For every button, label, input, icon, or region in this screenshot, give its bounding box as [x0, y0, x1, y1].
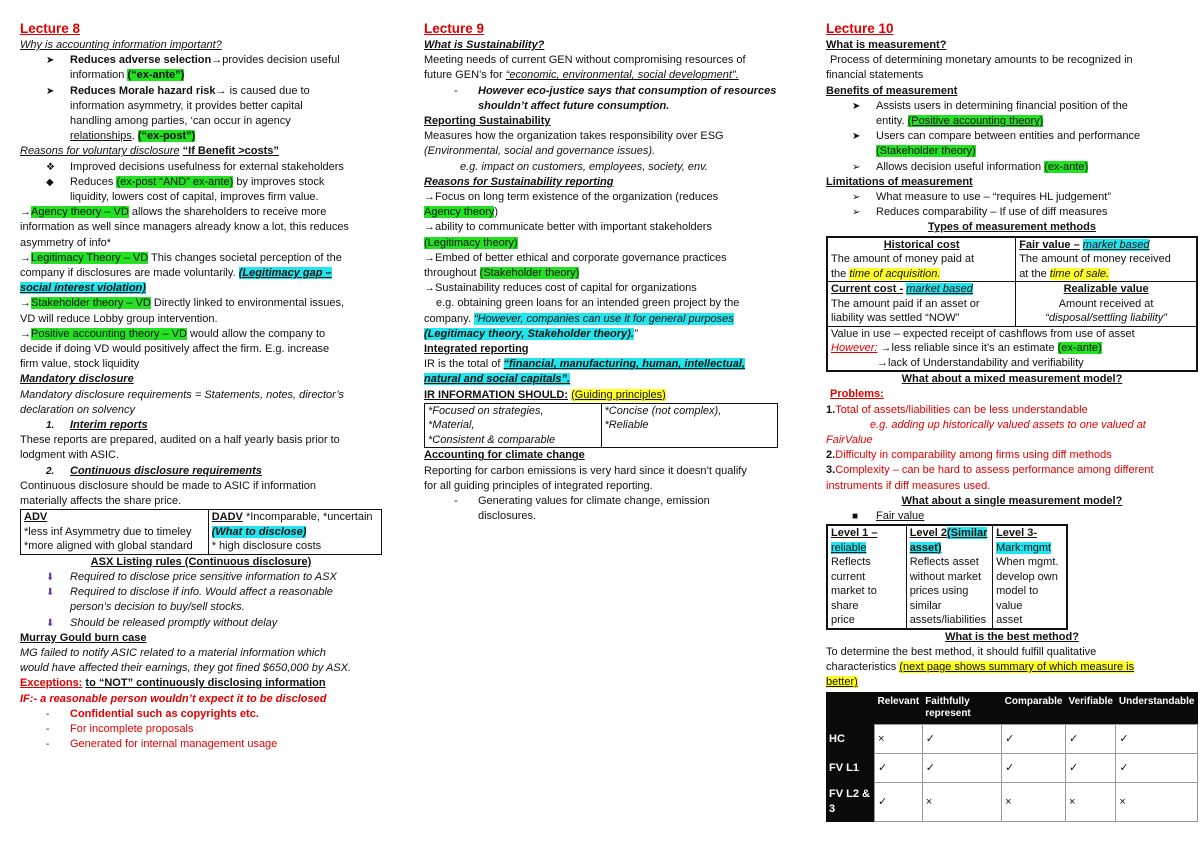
- why-heading: Why is accounting information important?: [20, 39, 222, 51]
- table-row: [826, 783, 1198, 821]
- interim-reports-heading: 1. Interim reports: [46, 419, 148, 432]
- table-cell: ✓: [922, 725, 1001, 754]
- list-item: ⬇ Should be released promptly without delay: [20, 616, 382, 631]
- lecture-10-column: Lecture 10 What is measurement? Process of determining monetary amounts to be recognized in financial statements Benefits of measurement ➤ Assists users in determining financial position of the entity. (Positive accounting theory) ➤ Users can compare between entities and performance (Stakeholder theory) ➢ Allows decision useful information (ex-ante) Limitations of measurement ➢ What measure to use – “requires HL judgement” ➢ Reduces comparability – If use of diff measures Types of measurement methods Historical cost The amount of money paid at the time of acquisition. Fair value – market based The amount of money received at the time of sale. Current cost - market based The amount paid if an asset or liability was settled “NOW” Realizable value Amount received at “disposal/settling liability” Value in use – expected receipt of cashflows from use of asset However: →less reliable since it’s an estimate (ex-ante) →lack of Understandability and verifiability What about a mixed measurement model? Problems: 1.Total of assets/liabilities can be less understandable e.g. adding up historically valued assets to one valued at FairValue 2.Difficulty in comparability among firms using diff methods 3.Complexity – can be hard to assess performance among different instruments if diff measures used. What about a single measurement model? ■ Fair value Level 1 – reliable Reflects current market to share price Level 2(Similar asset) Reflects asset without market prices using similar assets/liabilities Level 3- Mark:mgmt When mgmt. develop own model to value asset What is the best method? To determine the best method, it should fulfill qualitative characteristics (next page shows summary of which measure is better) Relevant Faithfully represent Comparable Verifiable Understandable HC × ✓ ✓ ✓ ✓ FV L1 ✓ ✓ ✓ ✓ ✓ FV L2 & 3 ✓ × × × ×: [826, 20, 1198, 822]
- row-label: FV L2 & 3: [829, 787, 870, 816]
- list-item: ➤ Reduces adverse selection→provides decision useful information (“ex-ante”): [46, 54, 340, 82]
- lecture-9-title: Lecture 9: [424, 21, 485, 36]
- table-cell: ×: [1116, 783, 1198, 821]
- level-2-cell: Level 2(Similar asset) Reflects asset without market prices using similar assets/liabilities: [906, 525, 992, 629]
- table-cell: ✓: [1002, 725, 1066, 754]
- lecture-10-title: Lecture 10: [826, 21, 894, 36]
- right-arrow-icon: →: [880, 342, 892, 355]
- header-comparable: Comparable: [1004, 696, 1063, 708]
- list-item: - However eco-justice says that consumption of resources shouldn’t affect future consumption.: [454, 84, 777, 112]
- realizable-value-cell: Realizable value Amount received at “disposal/settling liability”: [1016, 282, 1197, 327]
- ir-should-heading: IR INFORMATION SHOULD: (Guiding principles): [424, 388, 666, 401]
- adv-cell: ADV *less inf Asymmetry due to timeley *more aligned with global standard: [21, 510, 209, 555]
- header-verifiable: Verifiable: [1068, 696, 1113, 708]
- stakeholder-theory-paragraph: →Stakeholder theory – VD Directly linked to environmental issues, VD will reduce Lobby group intervention.: [20, 297, 345, 325]
- list-item: ➤ Assists users in determining financial position of the entity. (Positive accounting theory): [852, 99, 1128, 128]
- best-method-text: characteristics (next page shows summary of which measure is better): [826, 661, 1135, 689]
- reason-2: →ability to communicate better with important stakeholders (Legitimacy theory): [424, 221, 712, 249]
- mandatory-disclosure-heading: Mandatory disclosure: [20, 373, 134, 386]
- measurement-heading: What is measurement?: [826, 39, 947, 51]
- header-understandable: Understandable: [1118, 696, 1195, 708]
- types-heading: Types of measurement methods: [928, 221, 1096, 234]
- right-arrow-icon: →: [20, 251, 31, 264]
- reason-3: →Embed of better ethical and corporate governance practices throughout (Stakeholder theory): [424, 251, 727, 280]
- exceptions-heading: Exceptions: to “NOT” continuously disclosing information: [20, 677, 326, 690]
- asx-heading: ASX Listing rules (Continuous disclosure): [90, 555, 312, 568]
- row-label: HC: [829, 732, 845, 745]
- adv-dadv-table: [20, 509, 382, 555]
- right-arrow-icon: →: [424, 221, 435, 234]
- principles-right-cell: *Concise (not complex), *Reliable: [601, 403, 778, 448]
- table-cell: ×: [1002, 783, 1066, 821]
- level-3-cell: Level 3- Mark:mgmt When mgmt. develop own model to value asset: [993, 525, 1067, 629]
- fair-value-levels-table: [826, 524, 1068, 630]
- table-cell: ✓: [1065, 754, 1115, 783]
- diamond-bullet-icon: ◆: [46, 176, 54, 188]
- continuous-disclosure-heading: 2. Continuous disclosure requirements: [46, 464, 262, 477]
- arrow-bullet-icon: ➢: [852, 207, 861, 219]
- lecture-9-column: Lecture 9 What is Sustainability? Meeting needs of current GEN without compromising resources of future GEN’s for “economic, environmental, social development”. - However eco-justice says that consumption of resources shouldn’t affect future consumption. Reporting Sustainability Measures how the organization takes responsibility over ESG (Environmental, social and governance issues). e.g. impact on customers, employees, society, env. Reasons for Sustainability reporting →Focus on long term existence of the organization (reduces Agency theory) →ability to communicate better with important stakeholders (Legitimacy theory) →Embed of better ethical and corporate governance practices throughout (Stakeholder theory) →Sustainability reduces cost of capital for organizations e.g. obtaining green loans for an intended green project by the company. “However, companies can use it for general purposes (Legitimacy theory, Stakeholder theory).” Integrated reporting IR is the total of “financial, manufacturing, human, intellectual, natural and social capitals”. IR INFORMATION SHOULD: (Guiding principles) *Focused on strategies, *Material, *Consistent & comparable *Concise (not complex), *Reliable Accounting for climate change Reporting for carbon emissions is very hard since it doesn’t qualify for all guiding principles of integrated reporting. - Generating values for climate change, emission disclosures.: [424, 20, 778, 524]
- comparison-header-row: [826, 692, 1198, 725]
- guiding-principles-table: [424, 403, 778, 449]
- voluntary-disclosure-heading: Reasons for voluntary disclosure “If Benefit >costs”: [20, 145, 279, 158]
- dadv-cell: DADV *Incomparable, *uncertain (What to disclose) * high disclosure costs: [208, 510, 381, 555]
- table-cell: ✓: [1116, 725, 1198, 754]
- arrow-bullet-icon: ➤: [46, 55, 55, 67]
- arrow-bullet-icon: ➢: [852, 161, 861, 173]
- right-arrow-icon: →: [424, 251, 435, 264]
- table-cell: ✓: [1116, 754, 1198, 783]
- reasons-reporting-heading: Reasons for Sustainability reporting: [424, 175, 614, 188]
- list-item: ⬇ Required to disclose price sensitive information to ASX: [20, 570, 382, 585]
- reason-4: →Sustainability reduces cost of capital for organizations: [424, 282, 697, 295]
- best-method-heading: What is the best method?: [945, 630, 1079, 643]
- if-condition: IF:- a reasonable person wouldn’t expect it to be disclosed: [20, 692, 327, 705]
- murray-gould-heading: Murray Gould burn case: [20, 631, 147, 644]
- list-item: ⬇ Required to disclose if info. Would affect a reasonable person’s decision to buy/sell stocks.: [46, 586, 333, 614]
- integrated-reporting-text: IR is the total of “financial, manufacturing, human, intellectual, natural and social capitals”.: [424, 358, 745, 386]
- list-item: ➢ Reduces comparability – If use of diff measures: [826, 205, 1198, 220]
- benefits-heading: Benefits of measurement: [826, 84, 958, 97]
- arrow-bullet-icon: ➤: [852, 100, 861, 112]
- measure-comparison-table: [826, 692, 1198, 821]
- principles-left-cell: *Focused on strategies, *Material, *Consistent & comparable: [425, 403, 602, 448]
- mixed-model-heading: What about a mixed measurement model?: [901, 373, 1123, 386]
- right-arrow-icon: →: [20, 327, 31, 340]
- historical-cost-cell: Historical cost The amount of money paid at the time of acquisition.: [827, 237, 1016, 282]
- list-item: ■ Fair value: [826, 509, 1198, 524]
- diamond-bullet-icon: ❖: [46, 161, 55, 173]
- reporting-sustainability-heading: Reporting Sustainability: [424, 115, 551, 128]
- lecture-8-column: Lecture 8 Why is accounting information important? ➤ Reduces adverse selection→provides decision useful information (“ex-ante”) ➤ Reduces Morale hazard risk→ is caused due to information asymmetry, it provides better capital handling among parties, ‘can occur in agency relationships. (“ex-post”) Reasons for voluntary disclosure “If Benefit >costs” ❖ Improved decisions usefulness for external stakeholders ◆ Reduces (ex-post “AND” ex-ante) by improves stock liquidity, lowers cost of capital, improves firm value. →Agency theory – VD allows the shareholders to receive more information as well since managers already know a lot, this reduces asymmetry of info* →Legitimacy Theory – VD This changes societal perception of the company if disclosures are made voluntarily. (Legitimacy gap – social interest violation) →Stakeholder theory – VD Directly linked to environmental issues, VD will reduce Lobby group intervention. →Positive accounting theory – VD would allow the company to decide if doing VD would positively affect the firm. E.g. increase firm value, stock liquidity Mandatory disclosure Mandatory disclosure requirements = Statements, notes, director’s declaration on solvency 1. Interim reports These reports are prepared, audited on a half yearly basis prior to lodgment with ASIC. 2. Continuous disclosure requirements Continuous disclosure should be made to ASIC if information materially affects the share price. ADV *less inf Asymmetry due to timeley *more aligned with global standard DADV *Incomparable, *uncertain (What to disclose) * high disclosure costs ASX Listing rules (Continuous disclosure) ⬇ Required to disclose price sensitive information to ASX ⬇ Required to disclose if info. Would affect a reasonable person’s decision to buy/sell stocks. ⬇ Should be released promptly without delay Murray Gould burn case MG failed to notify ASIC related to a material information which would have affected their earnings, they got fined $650,000 by ASX. Exceptions: to “NOT” continuously disclosing information IF:- a reasonable person wouldn’t expect it to be disclosed - Confidential such as copyrights etc. - For incomplete proposals - Generated for internal management usage: [20, 20, 382, 752]
- fair-value-cell: Fair value – market based The amount of money received at the time of sale.: [1016, 237, 1197, 282]
- right-arrow-icon: →: [211, 54, 223, 67]
- table-cell: ×: [1065, 783, 1115, 821]
- header-relevant: Relevant: [877, 696, 920, 708]
- table-row: [826, 754, 1198, 783]
- table-cell: ✓: [1002, 754, 1066, 783]
- right-arrow-icon: →: [20, 297, 31, 310]
- table-cell: ✓: [922, 754, 1001, 783]
- integrated-reporting-heading: Integrated reporting: [424, 343, 529, 356]
- list-item: ◆ Reduces (ex-post “AND” ex-ante) by improves stock liquidity, lowers cost of capital, improves firm value.: [46, 175, 325, 204]
- list-item: - For incomplete proposals: [46, 723, 194, 736]
- table-row: [826, 725, 1198, 754]
- table-cell: ✓: [875, 783, 923, 821]
- square-bullet-icon: ■: [852, 510, 859, 522]
- legitimacy-theory-paragraph: →Legitimacy Theory – VD This changes societal perception of the company if disclosures are made voluntarily. (Legitimacy gap – social interest violation): [20, 251, 342, 295]
- list-item: ❖ Improved decisions usefulness for external stakeholders: [20, 160, 382, 175]
- list-item: - Confidential such as copyrights etc.: [46, 707, 259, 720]
- list-item: ➤ Users can compare between entities and performance (Stakeholder theory): [852, 130, 1141, 158]
- list-item: ➤ Reduces Morale hazard risk→ is caused due to information asymmetry, it provides better capital handling among parties, ‘can occur in agency relationships. (“ex-post”): [46, 84, 310, 143]
- arrow-bullet-icon: ➤: [852, 131, 861, 143]
- arrow-down-bullet-icon: ⬇: [46, 617, 55, 629]
- list-item: - Generated for internal management usage: [46, 738, 278, 751]
- row-label: FV L1: [829, 761, 859, 774]
- list-item: ➢ What measure to use – “requires HL judgement”: [826, 190, 1198, 205]
- reason-1: →Focus on long term existence of the organization (reduces Agency theory): [424, 191, 719, 219]
- list-item: - Generating values for climate change, emission disclosures.: [454, 494, 710, 523]
- value-in-use-cell: Value in use – expected receipt of cashflows from use of asset However: →less reliable since it’s an estimate (ex-ante) →lack of Understandability and verifiability: [827, 326, 1197, 371]
- table-cell: ×: [875, 725, 923, 754]
- positive-accounting-paragraph: →Positive accounting theory – VD would allow the company to decide if doing VD would positively affect the firm. E.g. increase firm value, stock liquidity: [20, 327, 330, 371]
- limitations-heading: Limitations of measurement: [826, 175, 973, 188]
- reason-5: e.g. obtaining green loans for an intended green project by the company. “However, companies can use it for general purposes (Legitimacy theory, Stakeholder theory).”: [424, 297, 740, 340]
- level-1-cell: Level 1 – reliable Reflects current market to share price: [827, 525, 906, 629]
- climate-change-heading: Accounting for climate change: [424, 449, 585, 462]
- arrow-bullet-icon: ➢: [852, 192, 861, 204]
- right-arrow-icon: →: [20, 206, 31, 219]
- table-cell: ✓: [875, 754, 923, 783]
- table-cell: ×: [922, 783, 1001, 821]
- header-faithfully-represent: Faithfully represent: [925, 696, 971, 720]
- single-model-heading: What about a single measurement model?: [901, 494, 1123, 507]
- right-arrow-icon: →: [877, 356, 888, 369]
- lecture-8-title: Lecture 8: [20, 21, 81, 36]
- right-arrow-icon: →: [215, 84, 227, 97]
- arrow-bullet-icon: ➤: [46, 85, 55, 97]
- right-arrow-icon: →: [424, 191, 435, 204]
- problems-heading: Problems:: [830, 388, 884, 401]
- list-item: ➢ Allows decision useful information (ex-ante): [826, 160, 1198, 175]
- agency-theory-paragraph: →Agency theory – VD allows the shareholders to receive more information as well since managers already know a lot, this reduces asymmetry of info*: [20, 206, 349, 249]
- sustainability-heading: What is Sustainability?: [424, 39, 545, 51]
- arrow-down-bullet-icon: ⬇: [46, 587, 55, 599]
- right-arrow-icon: →: [424, 282, 435, 295]
- measurement-types-table: [826, 236, 1198, 373]
- current-cost-cell: Current cost - market based The amount paid if an asset or liability was settled “NOW”: [827, 282, 1016, 327]
- table-cell: ✓: [1065, 725, 1115, 754]
- arrow-down-bullet-icon: ⬇: [46, 572, 55, 583]
